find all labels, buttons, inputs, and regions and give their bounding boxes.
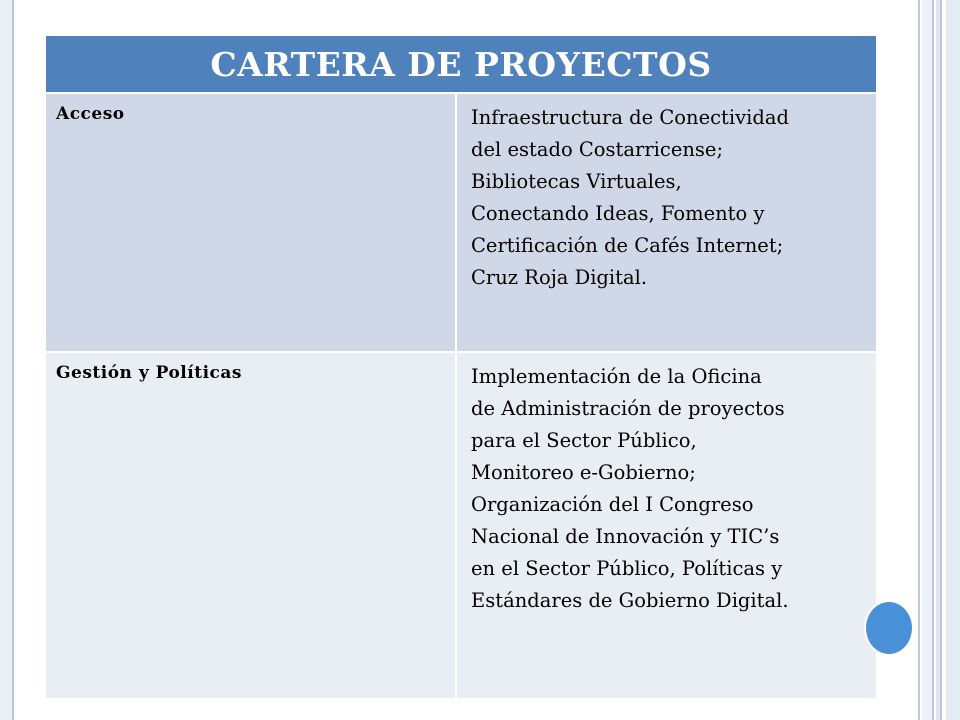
border-stripe [932, 0, 934, 720]
row-label-gestion: Gestión y Políticas [46, 352, 456, 698]
description-line: en el Sector Público, Políticas y [471, 557, 783, 580]
table-header-row [46, 36, 876, 93]
projects-table [46, 36, 876, 698]
slide-right-border [918, 0, 960, 720]
table-row [46, 352, 876, 698]
description-line: Organización del I Congreso [471, 493, 754, 516]
row-description-acceso [456, 93, 876, 352]
border-stripe [922, 0, 932, 720]
description-line: Certificación de Cafés Internet; [471, 234, 784, 257]
row-description-gestion [456, 352, 876, 698]
border-stripe [940, 0, 942, 720]
border-stripe [946, 0, 960, 720]
row-label-acceso: Acceso [46, 93, 456, 352]
description-line: Estándares de Gobierno Digital. [471, 589, 789, 612]
description-line: Cruz Roja Digital. [471, 266, 648, 289]
table-title: CARTERA DE PROYECTOS [46, 36, 876, 93]
description-line: Monitoreo e-Gobierno; [471, 461, 696, 484]
table-row [46, 93, 876, 352]
description-line: Nacional de Innovación y TIC’s [471, 525, 780, 548]
description-line: Bibliotecas Virtuales, [471, 170, 682, 193]
border-stripe [918, 0, 920, 720]
accent-circle [864, 600, 914, 656]
description-line: Conectando Ideas, Fomento y [471, 202, 765, 225]
description-line: de Administración de proyectos [471, 397, 785, 420]
description-line: para el Sector Público, [471, 429, 697, 452]
description-line: Infraestructura de Conectividad [471, 106, 789, 129]
description-line: del estado Costarricense; [471, 138, 724, 161]
description-line: Implementación de la Oficina [471, 365, 762, 388]
slide-left-border [0, 0, 14, 720]
